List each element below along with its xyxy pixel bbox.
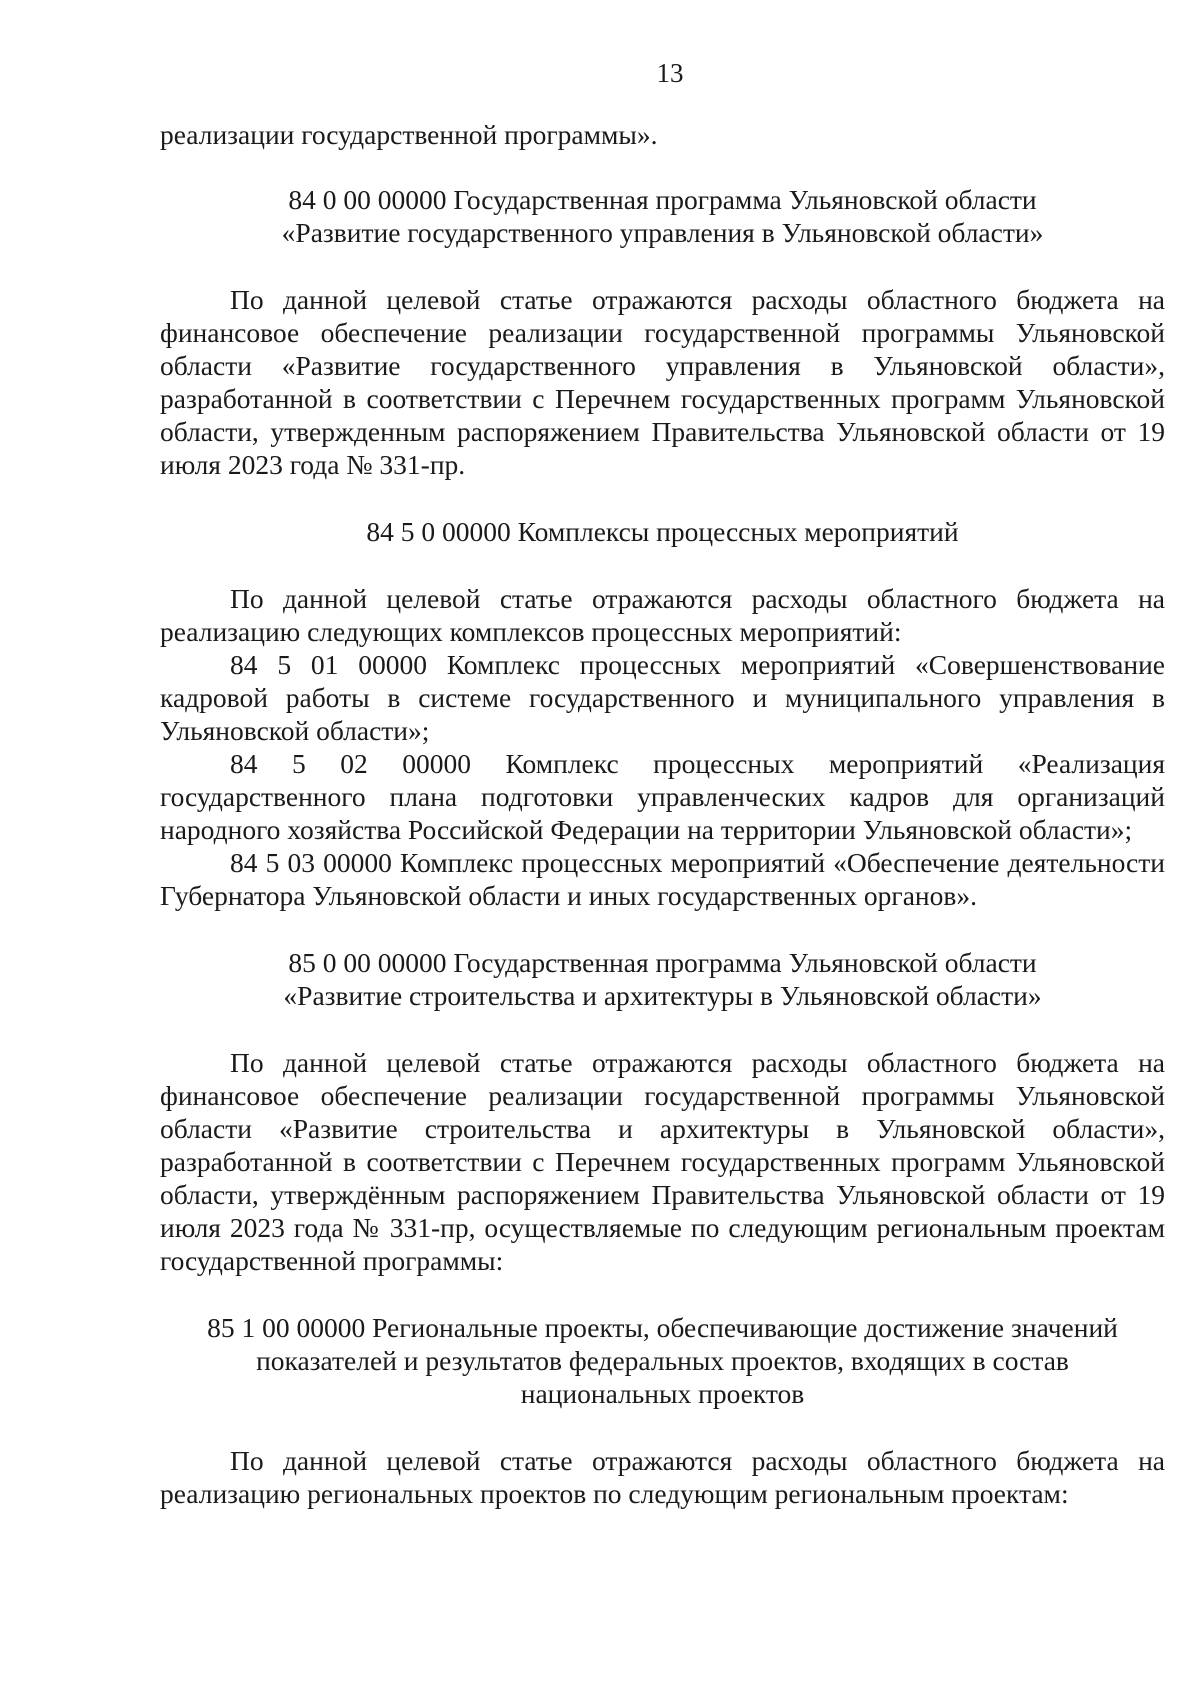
heading-line: «Развитие государственного управления в Ульяновской области» — [281, 217, 1044, 248]
section-heading-85-program — [160, 946, 1165, 1012]
heading-line: «Развитие строительства и архитектуры в Ульяновской области» — [283, 980, 1042, 1011]
heading-line: 85 1 00 00000 Региональные проекты, обеспечивающие достижение значений — [207, 1312, 1118, 1343]
list-item: 84 5 03 00000 Комплекс процессных мероприятий «Обеспечение деятельности Губернатора Ульяновской области и иных государственных органов». — [160, 847, 1165, 911]
section-paragraph-85-1-regional-projects: По данной целевой статье отражаются расходы областного бюджета на реализацию региональных проектов по следующим региональным проектам: — [160, 1445, 1165, 1509]
section-heading-85-1-regional-projects — [160, 1311, 1165, 1410]
list-item: 84 5 01 00000 Комплекс процессных мероприятий «Совершенствование кадровой работы в системе государственного и муниципального управления в Ульяновской области»; — [160, 649, 1165, 746]
list-item: 84 5 02 00000 Комплекс процессных мероприятий «Реализация государственного плана подготовки управленческих кадров для организаций народного хозяйства Российской Федерации на территории Ульяновской области»; — [160, 748, 1165, 845]
section-paragraph-85-program: По данной целевой статье отражаются расходы областного бюджета на финансовое обеспечение реализации государственной программы Ульяновской области «Развитие строительства и архитектуры в Ульяновской области», разработанной в соответствии с Перечнем государственных программ Ульяновской области, утверждённым распоряжением Правительства Ульяновской области от 19 июля 2023 года № 331-пр, осуществляемые по следующим региональным проектам государственной программы: — [160, 1047, 1165, 1276]
section-paragraph-84-program: По данной целевой статье отражаются расходы областного бюджета на финансовое обеспечение реализации государственной программы Ульяновской области «Развитие государственного управления в Ульяновской области», разработанной в соответствии с Перечнем государственных программ Ульяновской области, утвержденным распоряжением Правительства Ульяновской области от 19 июля 2023 года № 331-пр. — [160, 284, 1165, 480]
section-heading-84-5-complexes — [160, 515, 1165, 548]
page-number: 13 — [656, 58, 684, 88]
intro-tail-text: реализации государственной программы». — [160, 119, 658, 150]
document-body — [160, 118, 1165, 1510]
section-paragraph-84-5-complexes: По данной целевой статье отражаются расходы областного бюджета на реализацию следующих комплексов процессных мероприятий: — [160, 583, 1165, 647]
heading-line: показателей и результатов федеральных проектов, входящих в состав — [256, 1345, 1069, 1376]
heading-line: 84 0 00 00000 Государственная программа Ульяновской области — [288, 184, 1037, 215]
section-heading-84-program — [160, 183, 1165, 249]
heading-line: 85 0 00 00000 Государственная программа Ульяновской области — [288, 947, 1037, 978]
heading-line: 84 5 0 00000 Комплексы процессных мероприятий — [366, 516, 959, 547]
heading-line: национальных проектов — [520, 1378, 805, 1409]
